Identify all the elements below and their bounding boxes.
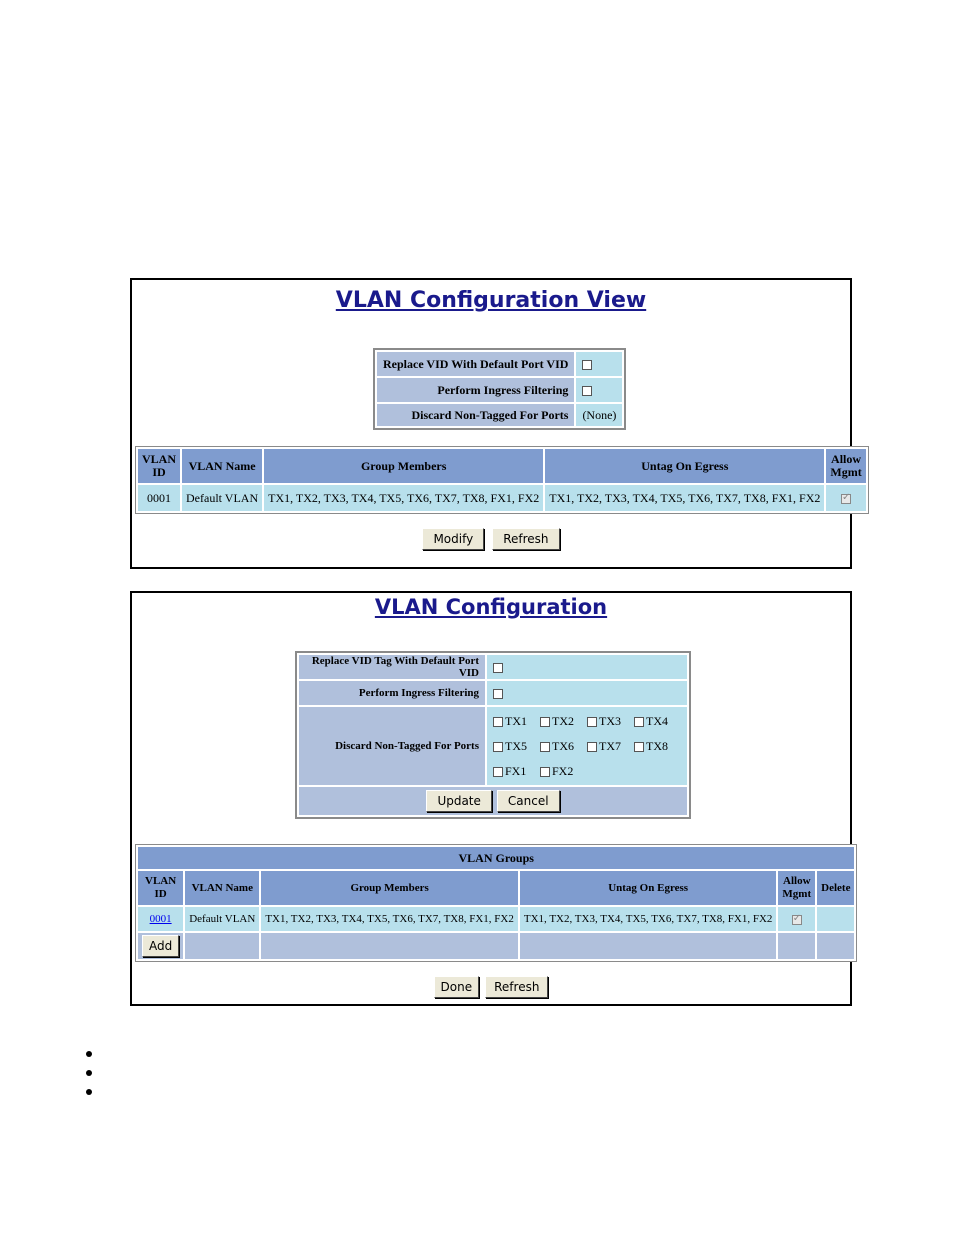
cancel-button[interactable]: Cancel [497,790,560,812]
port-tx6[interactable]: TX6 [540,739,587,754]
port-checkbox[interactable] [540,742,550,752]
table-row [138,485,866,511]
page-title: VLAN Configuration [374,595,608,619]
col-vlan-name: VLAN Name [182,449,262,483]
port-tx2[interactable]: TX2 [540,714,587,729]
untag-egress-cell: TX1, TX2, TX3, TX4, TX5, TX6, TX7, TX8, FX1, FX2 [520,907,777,931]
col-vlan-id: VLAN ID [138,449,180,483]
col-vlan-name: VLAN Name [185,871,259,905]
update-button[interactable]: Update [426,790,491,812]
refresh-button[interactable]: Refresh [485,976,548,998]
view-settings-table [373,348,626,430]
port-checkbox[interactable] [587,742,597,752]
group-members-cell: TX1, TX2, TX3, TX4, TX5, TX6, TX7, TX8, FX1, FX2 [261,907,518,931]
ingress-filtering-checkbox[interactable] [582,386,592,396]
vlan-config-panel [130,591,852,1006]
vlan-groups-title: VLAN Groups [138,847,854,869]
bullet-marker [86,1051,92,1057]
col-allow-mgmt: Allow Mgmt [778,871,815,905]
done-button[interactable]: Done [434,976,480,998]
port-checkbox[interactable] [634,742,644,752]
port-tx5[interactable]: TX5 [493,739,540,754]
ingress-filtering-label: Perform Ingress Filtering [299,681,485,705]
port-tx1[interactable]: TX1 [493,714,540,729]
port-checkbox[interactable] [540,717,550,727]
port-checkbox[interactable] [540,767,550,777]
ingress-filtering-checkbox[interactable] [493,689,503,699]
port-tx7[interactable]: TX7 [587,739,634,754]
vlan-groups-table [135,844,857,962]
port-tx8[interactable]: TX8 [634,739,681,754]
untag-egress-cell: TX1, TX2, TX3, TX4, TX5, TX6, TX7, TX8, FX1, FX2 [545,485,824,511]
discard-non-tagged-label: Discard Non-Tagged For Ports [377,404,574,426]
port-checkbox[interactable] [493,717,503,727]
config-settings-table [295,651,691,819]
add-button[interactable]: Add [142,935,179,957]
refresh-button[interactable]: Refresh [492,528,559,550]
group-members-cell: TX1, TX2, TX3, TX4, TX5, TX6, TX7, TX8, FX1, FX2 [264,485,543,511]
allow-mgmt-checkbox [792,915,802,925]
port-fx2[interactable]: FX2 [540,764,587,779]
replace-vid-tag-checkbox[interactable] [493,663,503,673]
replace-vid-label: Replace VID With Default Port VID [377,352,574,376]
discard-non-tagged-value: (None) [576,404,622,426]
replace-vid-checkbox[interactable] [582,360,592,370]
port-checkbox[interactable] [493,767,503,777]
table-row [138,907,854,931]
ingress-filtering-label: Perform Ingress Filtering [377,378,574,402]
vlan-view-table [135,446,869,514]
col-group-members: Group Members [261,871,518,905]
delete-cell [817,907,854,931]
vlan-name-cell: Default VLAN [185,907,259,931]
col-group-members: Group Members [264,449,543,483]
port-checkbox[interactable] [634,717,644,727]
vlan-config-view-panel [130,278,862,569]
col-untag-egress: Untag On Egress [545,449,824,483]
allow-mgmt-checkbox [841,494,851,504]
bullet-marker [86,1070,92,1076]
discard-ports-group [493,714,681,779]
vlan-id-cell: 0001 [138,485,180,511]
port-tx4[interactable]: TX4 [634,714,681,729]
vlan-id-link[interactable]: 0001 [149,913,172,925]
col-untag-egress: Untag On Egress [520,871,777,905]
bullet-marker [86,1089,92,1095]
col-allow-mgmt: Allow Mgmt [826,449,865,483]
vlan-name-cell: Default VLAN [182,485,262,511]
discard-non-tagged-label: Discard Non-Tagged For Ports [299,707,485,785]
modify-button[interactable]: Modify [422,528,484,550]
port-checkbox[interactable] [587,717,597,727]
port-tx3[interactable]: TX3 [587,714,634,729]
col-delete: Delete [817,871,854,905]
page-title: VLAN Configuration View [335,288,647,313]
port-fx1[interactable]: FX1 [493,764,540,779]
col-vlan-id: VLAN ID [138,871,183,905]
port-checkbox[interactable] [493,742,503,752]
replace-vid-tag-label: Replace VID Tag With Default Port VID [299,655,485,679]
